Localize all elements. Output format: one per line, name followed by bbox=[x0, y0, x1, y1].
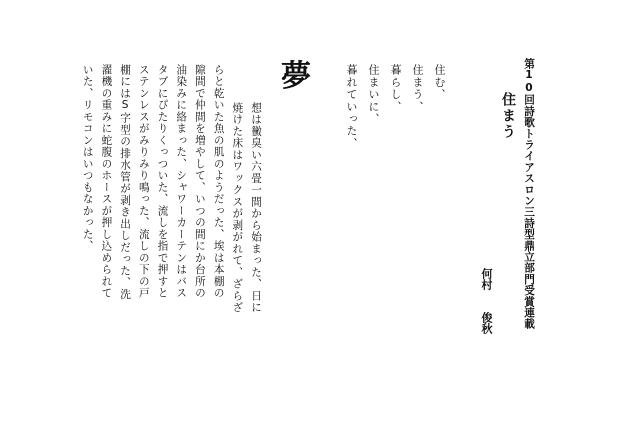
poem-line: 住まう、 bbox=[411, 64, 424, 113]
poem-line: 住まいに、 bbox=[367, 64, 380, 125]
prose-line: 油染みに絡まった、シャワーカーテンはバス bbox=[175, 64, 188, 299]
poem-line: 暮れていった、 bbox=[345, 64, 358, 150]
prose-line: 隙間で仲間を増やして、いつの間にか台所の bbox=[193, 64, 206, 299]
author-family-name: 何村 bbox=[480, 268, 493, 290]
prose-line: ステンレスがみりみり鳴った、流しの下の戸 bbox=[137, 64, 150, 299]
prose-line: 濯機の重みに蛇腹のホースが押し込められて bbox=[100, 64, 113, 299]
series-heading: 第10回詩歌トライアスロン三詩型鼎立部門受賞連載 bbox=[523, 58, 535, 330]
prose-line: 棚にはS字型の排水管が剥き出しだった、洗 bbox=[119, 64, 132, 301]
author-given-name: 俊秋 bbox=[480, 312, 493, 334]
author-name bbox=[480, 268, 492, 334]
prose-line: らと乾いた魚の肌のようだった、埃は本棚の bbox=[212, 64, 225, 299]
prose-line: 想は黴臭い六畳一間から始まった、日に bbox=[250, 102, 263, 314]
prose-line: タブにぴたりくっついた、流しを指で押すと bbox=[156, 64, 169, 299]
prose-line: いた、リモコンはいつもなかった、 bbox=[81, 64, 94, 252]
poem-line: 暮らし、 bbox=[389, 64, 402, 113]
prose-block bbox=[78, 64, 265, 314]
poem-line: 住む、 bbox=[433, 64, 446, 101]
page-title: 住まう bbox=[500, 92, 516, 140]
poem-block bbox=[340, 64, 450, 149]
prose-line: 焼けた床はワックスが剥がれて、ざらざ bbox=[231, 102, 244, 314]
drop-cap: 夢 bbox=[281, 59, 311, 94]
